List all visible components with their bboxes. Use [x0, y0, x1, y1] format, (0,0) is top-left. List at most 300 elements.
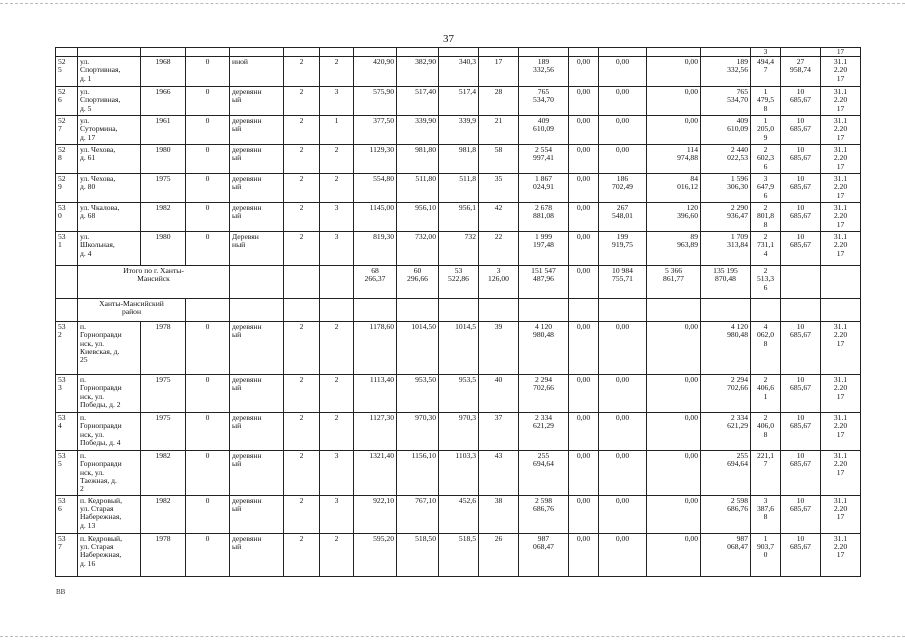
wear-cell: 0 [186, 322, 230, 375]
entrances-cell: 2 [320, 322, 354, 375]
resettled-area-cell: 517,4 [439, 87, 479, 116]
floors-cell: 2 [284, 174, 320, 203]
year-built-cell: 1980 [141, 145, 186, 174]
year-built-cell: 1978 [141, 322, 186, 375]
wear-cell: 0 [186, 57, 230, 87]
unit-cost-cell: 3 387,6 8 [751, 495, 781, 533]
total-area-cell: 922,10 [354, 495, 397, 533]
section-heading-row [56, 299, 861, 322]
wear-cell: 0 [186, 451, 230, 496]
unit-cost-cell: 4 062,0 8 [751, 322, 781, 375]
year-built-cell: 1975 [141, 375, 186, 413]
empty-cell [320, 299, 354, 322]
empty-cell [320, 266, 354, 299]
table-row [56, 145, 861, 174]
budget-total-cell: 2 294 702,66 [701, 375, 751, 413]
entrances-cell: 1 [320, 116, 354, 145]
deadline-date-cell: 31.1 2.20 17 [821, 174, 861, 203]
total-cost-cell: 409 610,09 [519, 116, 569, 145]
living-area-cell: 1156,10 [397, 451, 439, 496]
fund-source-1-cell: 0,00 [569, 375, 599, 413]
empty-cell [821, 266, 861, 299]
page-footer-code: ВВ [56, 588, 66, 596]
empty-cell [284, 299, 320, 322]
unit-cost-cell: 1 903,7 0 [751, 533, 781, 576]
budget-total-cell: 409 610,09 [701, 116, 751, 145]
living-area-cell: 1014,50 [397, 322, 439, 375]
fund-source-2-cell: 0,00 [599, 116, 647, 145]
floors-cell: 2 [284, 203, 320, 232]
empty-cell [354, 299, 397, 322]
residents-count-cell: 43 [479, 451, 519, 496]
wall-material-cell: деревянн ый [230, 145, 284, 174]
deadline-date-cell: 31.1 2.20 17 [821, 203, 861, 232]
total-area-cell: 1113,40 [354, 375, 397, 413]
empty-cell [439, 299, 479, 322]
living-area-cell: 953,50 [397, 375, 439, 413]
totals-label-cell: Итого по г. Ханты- Мансийск [78, 266, 230, 299]
empty-cell [230, 299, 284, 322]
fund-source-3-cell: 0,00 [647, 87, 701, 116]
unit-cost-cell: 1 205,0 9 [751, 116, 781, 145]
entrances-cell: 3 [320, 232, 354, 266]
wall-material-cell: деревянн ый [230, 375, 284, 413]
fund-source-3-cell: 0,00 [647, 495, 701, 533]
year-built-cell: 1980 [141, 232, 186, 266]
total-cost-cell: 2 334 621,29 [519, 413, 569, 451]
fund-source-3-cell: 0,00 [647, 533, 701, 576]
wall-material-cell: деревянн ый [230, 87, 284, 116]
row-number-cell: 52 7 [56, 116, 78, 145]
fund-source-2-cell: 267 548,01 [599, 203, 647, 232]
living-area-cell: 517,40 [397, 87, 439, 116]
living-area-cell: 382,90 [397, 57, 439, 87]
floors-cell: 2 [284, 413, 320, 451]
budget-total-cell: 255 694,64 [701, 451, 751, 496]
row-number-cell: 53 2 [56, 322, 78, 375]
entrances-cell: 2 [320, 174, 354, 203]
table-row [56, 232, 861, 266]
fund-source-2-cell: 0,00 [599, 495, 647, 533]
resettled-area-cell: 452,6 [439, 495, 479, 533]
deadline-date-cell: 31.1 2.20 17 [821, 87, 861, 116]
entrances-cell: 3 [320, 87, 354, 116]
fund-source-1-cell: 0,00 [569, 322, 599, 375]
resettled-area-cell: 953,5 [439, 375, 479, 413]
norm-cost-cell: 10 685,67 [781, 451, 821, 496]
unit-cost-cell: 2 406,0 8 [751, 413, 781, 451]
living-area-cell: 518,50 [397, 533, 439, 576]
fund-source-3-cell: 0,00 [647, 451, 701, 496]
norm-cost-cell: 10 685,67 [781, 145, 821, 174]
empty-cell [569, 299, 599, 322]
norm-cost-cell: 27 958,74 [781, 57, 821, 87]
resettled-area-cell: 518,5 [439, 533, 479, 576]
deadline-date-cell: 31.1 2.20 17 [821, 495, 861, 533]
budget-total-cell: 765 534,70 [701, 87, 751, 116]
living-area-cell: 767,10 [397, 495, 439, 533]
empty-cell [781, 299, 821, 322]
unit-cost-cell: 2 731,1 4 [751, 232, 781, 266]
living-area-cell: 981,80 [397, 145, 439, 174]
living-area-cell: 511,80 [397, 174, 439, 203]
budget-total-cell: 189 332,56 [701, 57, 751, 87]
unit-cost-cell: 494,4 7 [751, 57, 781, 87]
fund-source-3-cell: 84 016,12 [647, 174, 701, 203]
deadline-date-cell: 31.1 2.20 17 [821, 322, 861, 375]
row-number-cell: 53 5 [56, 451, 78, 496]
wear-cell: 0 [186, 232, 230, 266]
empty-cell [397, 299, 439, 322]
totals-fund-2-cell: 10 984 755,71 [599, 266, 647, 299]
address-cell: п. Горноправди нск, ул. Таежная, д. 2 [78, 451, 141, 496]
row-number-cell: 53 0 [56, 203, 78, 232]
row-number-cell: 53 7 [56, 533, 78, 576]
wear-cell: 0 [186, 145, 230, 174]
total-area-cell: 819,30 [354, 232, 397, 266]
page-number: 37 [443, 33, 454, 45]
fund-source-2-cell: 0,00 [599, 87, 647, 116]
table-row [56, 87, 861, 116]
residents-count-cell: 17 [479, 57, 519, 87]
residents-count-cell: 35 [479, 174, 519, 203]
floors-cell: 2 [284, 495, 320, 533]
address-cell: п. Кедровый, ул. Старая Набережная, д. 13 [78, 495, 141, 533]
table-row [56, 495, 861, 533]
total-cost-cell: 765 534,70 [519, 87, 569, 116]
fund-source-2-cell: 0,00 [599, 451, 647, 496]
table-row [56, 174, 861, 203]
norm-cost-cell: 10 685,67 [781, 533, 821, 576]
totals-resettled-area-cell: 53 522,86 [439, 266, 479, 299]
housing-registry-table [55, 47, 861, 577]
fund-source-3-cell: 0,00 [647, 322, 701, 375]
total-cost-cell: 1 867 024,91 [519, 174, 569, 203]
year-built-cell: 1978 [141, 533, 186, 576]
budget-total-cell: 1 596 306,30 [701, 174, 751, 203]
section-title-cell: Ханты-Мансийский район [78, 299, 186, 322]
empty-cell [230, 266, 284, 299]
total-cost-cell: 2 598 686,76 [519, 495, 569, 533]
row-number-cell: 53 1 [56, 232, 78, 266]
empty-cell [701, 299, 751, 322]
fund-source-2-cell: 0,00 [599, 375, 647, 413]
residents-count-cell: 21 [479, 116, 519, 145]
unit-cost-cell: 221,1 7 [751, 451, 781, 496]
total-cost-cell: 987 068,47 [519, 533, 569, 576]
deadline-date-cell: 31.1 2.20 17 [821, 116, 861, 145]
fund-source-1-cell: 0,00 [569, 87, 599, 116]
entrances-cell: 3 [320, 495, 354, 533]
row-number-cell: 53 3 [56, 375, 78, 413]
table-row [56, 322, 861, 375]
deadline-date-cell: 31.1 2.20 17 [821, 145, 861, 174]
resettled-area-cell: 732 [439, 232, 479, 266]
floors-cell: 2 [284, 451, 320, 496]
empty-cell [519, 299, 569, 322]
unit-cost-cell: 2 406,6 1 [751, 375, 781, 413]
wear-cell: 0 [186, 495, 230, 533]
unit-cost-cell: 3 647,9 6 [751, 174, 781, 203]
budget-total-cell: 2 440 022,53 [701, 145, 751, 174]
living-area-cell: 339,90 [397, 116, 439, 145]
total-cost-cell: 1 999 197,48 [519, 232, 569, 266]
col-number-cell: 17 [821, 48, 861, 57]
living-area-cell: 732,00 [397, 232, 439, 266]
total-cost-cell: 2 554 997,41 [519, 145, 569, 174]
empty-cell [479, 299, 519, 322]
total-cost-cell: 4 120 980,48 [519, 322, 569, 375]
scan-top-edge [0, 3, 905, 4]
year-built-cell: 1961 [141, 116, 186, 145]
resettled-area-cell: 970,3 [439, 413, 479, 451]
total-area-cell: 1127,30 [354, 413, 397, 451]
wear-cell: 0 [186, 203, 230, 232]
address-cell: ул. Чехова, д. 80 [78, 174, 141, 203]
norm-cost-cell: 10 685,67 [781, 87, 821, 116]
residents-count-cell: 42 [479, 203, 519, 232]
totals-unit-cost-cell: 2 513,3 6 [751, 266, 781, 299]
wall-material-cell: деревянн ый [230, 451, 284, 496]
fund-source-3-cell: 0,00 [647, 375, 701, 413]
totals-budget-cell: 135 195 870,48 [701, 266, 751, 299]
resettled-area-cell: 339,9 [439, 116, 479, 145]
resettled-area-cell: 511,8 [439, 174, 479, 203]
entrances-cell: 2 [320, 145, 354, 174]
year-built-cell: 1982 [141, 203, 186, 232]
wall-material-cell: деревянн ый [230, 322, 284, 375]
table-row [56, 116, 861, 145]
deadline-date-cell: 31.1 2.20 17 [821, 413, 861, 451]
wear-cell: 0 [186, 174, 230, 203]
totals-total-area-cell: 68 266,37 [354, 266, 397, 299]
fund-source-2-cell: 0,00 [599, 57, 647, 87]
norm-cost-cell: 10 685,67 [781, 116, 821, 145]
fund-source-3-cell: 0,00 [647, 57, 701, 87]
wear-cell: 0 [186, 375, 230, 413]
row-number-cell: 52 5 [56, 57, 78, 87]
residents-count-cell: 28 [479, 87, 519, 116]
address-cell: ул. Чкалова, д. 68 [78, 203, 141, 232]
row-number-cell: 53 4 [56, 413, 78, 451]
wall-material-cell: деревянн ый [230, 203, 284, 232]
entrances-cell: 2 [320, 413, 354, 451]
wall-material-cell: деревянн ый [230, 413, 284, 451]
total-area-cell: 1178,60 [354, 322, 397, 375]
floors-cell: 2 [284, 232, 320, 266]
budget-total-cell: 2 334 621,29 [701, 413, 751, 451]
entrances-cell: 2 [320, 57, 354, 87]
total-area-cell: 1145,00 [354, 203, 397, 232]
fund-source-1-cell: 0,00 [569, 145, 599, 174]
address-cell: ул. Чехова, д. 61 [78, 145, 141, 174]
wall-material-cell: деревянн ый [230, 174, 284, 203]
norm-cost-cell: 10 685,67 [781, 174, 821, 203]
fund-source-1-cell: 0,00 [569, 203, 599, 232]
table-row [56, 413, 861, 451]
totals-fund-3-cell: 5 366 861,77 [647, 266, 701, 299]
totals-living-area-cell: 60 296,66 [397, 266, 439, 299]
address-cell: ул. Школьная, д. 4 [78, 232, 141, 266]
year-built-cell: 1966 [141, 87, 186, 116]
table-row [56, 57, 861, 87]
living-area-cell: 956,10 [397, 203, 439, 232]
wall-material-cell: деревянн ый [230, 116, 284, 145]
deadline-date-cell: 31.1 2.20 17 [821, 232, 861, 266]
total-area-cell: 575,90 [354, 87, 397, 116]
fund-source-1-cell: 0,00 [569, 57, 599, 87]
year-built-cell: 1982 [141, 495, 186, 533]
budget-total-cell: 1 709 313,84 [701, 232, 751, 266]
wall-material-cell: деревянн ый [230, 533, 284, 576]
empty-cell [751, 299, 781, 322]
fund-source-3-cell: 120 396,60 [647, 203, 701, 232]
row-number-cell: 53 6 [56, 495, 78, 533]
unit-cost-cell: 2 801,8 8 [751, 203, 781, 232]
table-row [56, 451, 861, 496]
address-cell: ул. Спортивная, д. 5 [78, 87, 141, 116]
total-area-cell: 595,20 [354, 533, 397, 576]
table-body [56, 48, 861, 577]
residents-count-cell: 37 [479, 413, 519, 451]
wall-material-cell: иной [230, 57, 284, 87]
fund-source-1-cell: 0,00 [569, 533, 599, 576]
empty-cell [284, 266, 320, 299]
fund-source-3-cell: 0,00 [647, 413, 701, 451]
wear-cell: 0 [186, 413, 230, 451]
budget-total-cell: 4 120 980,48 [701, 322, 751, 375]
residents-count-cell: 22 [479, 232, 519, 266]
table-row [56, 533, 861, 576]
table-row [56, 375, 861, 413]
deadline-date-cell: 31.1 2.20 17 [821, 533, 861, 576]
totals-residents-cell: 3 126,00 [479, 266, 519, 299]
floors-cell: 2 [284, 533, 320, 576]
row-number-cell: 52 9 [56, 174, 78, 203]
fund-source-1-cell: 0,00 [569, 232, 599, 266]
wall-material-cell: Деревян ный [230, 232, 284, 266]
norm-cost-cell: 10 685,67 [781, 322, 821, 375]
empty-cell [599, 299, 647, 322]
budget-total-cell: 2 598 686,76 [701, 495, 751, 533]
norm-cost-cell: 10 685,67 [781, 232, 821, 266]
residents-count-cell: 38 [479, 495, 519, 533]
fund-source-2-cell: 0,00 [599, 145, 647, 174]
total-area-cell: 420,90 [354, 57, 397, 87]
wall-material-cell: деревянн ый [230, 495, 284, 533]
floors-cell: 2 [284, 87, 320, 116]
fund-source-3-cell: 89 963,89 [647, 232, 701, 266]
address-cell: п. Кедровый, ул. Старая Набережная, д. 16 [78, 533, 141, 576]
norm-cost-cell: 10 685,67 [781, 413, 821, 451]
col-number-cell: 3 [751, 48, 781, 57]
unit-cost-cell: 2 602,3 6 [751, 145, 781, 174]
residents-count-cell: 39 [479, 322, 519, 375]
totals-cost-cell: 151 547 487,96 [519, 266, 569, 299]
totals-row [56, 266, 861, 299]
year-built-cell: 1968 [141, 57, 186, 87]
total-area-cell: 1129,30 [354, 145, 397, 174]
address-cell: п. Горноправди нск, ул. Победы, д. 2 [78, 375, 141, 413]
address-cell: п. Горноправди нск, ул. Киевская, д. 25 [78, 322, 141, 375]
deadline-date-cell: 31.1 2.20 17 [821, 451, 861, 496]
fund-source-3-cell: 114 974,88 [647, 145, 701, 174]
resettled-area-cell: 340,3 [439, 57, 479, 87]
empty-cell [56, 266, 78, 299]
year-built-cell: 1975 [141, 174, 186, 203]
fund-source-2-cell: 0,00 [599, 533, 647, 576]
total-cost-cell: 2 678 881,08 [519, 203, 569, 232]
floors-cell: 2 [284, 322, 320, 375]
total-cost-cell: 255 694,64 [519, 451, 569, 496]
empty-cell [186, 299, 230, 322]
resettled-area-cell: 1014,5 [439, 322, 479, 375]
total-area-cell: 377,50 [354, 116, 397, 145]
scan-bottom-edge [0, 636, 905, 637]
budget-total-cell: 2 290 936,47 [701, 203, 751, 232]
norm-cost-cell: 10 685,67 [781, 203, 821, 232]
empty-cell [821, 299, 861, 322]
total-cost-cell: 189 332,56 [519, 57, 569, 87]
empty-cell [647, 299, 701, 322]
wear-cell: 0 [186, 533, 230, 576]
total-area-cell: 1321,40 [354, 451, 397, 496]
wear-cell: 0 [186, 87, 230, 116]
empty-cell [56, 299, 78, 322]
residents-count-cell: 26 [479, 533, 519, 576]
fund-source-1-cell: 0,00 [569, 495, 599, 533]
fund-source-3-cell: 0,00 [647, 116, 701, 145]
row-number-cell: 52 6 [56, 87, 78, 116]
table-row [56, 203, 861, 232]
year-built-cell: 1975 [141, 413, 186, 451]
totals-fund-1-cell: 0,00 [569, 266, 599, 299]
column-number-row [56, 48, 861, 57]
fund-source-1-cell: 0,00 [569, 413, 599, 451]
address-cell: ул. Сутормина, д. 17 [78, 116, 141, 145]
resettled-area-cell: 1103,3 [439, 451, 479, 496]
empty-cell [781, 266, 821, 299]
unit-cost-cell: 1 479,5 8 [751, 87, 781, 116]
fund-source-2-cell: 0,00 [599, 413, 647, 451]
resettled-area-cell: 981,8 [439, 145, 479, 174]
budget-total-cell: 987 068,47 [701, 533, 751, 576]
floors-cell: 2 [284, 375, 320, 413]
address-cell: ул. Спортивная, д. 1 [78, 57, 141, 87]
fund-source-2-cell: 186 702,49 [599, 174, 647, 203]
floors-cell: 2 [284, 145, 320, 174]
resettled-area-cell: 956,1 [439, 203, 479, 232]
entrances-cell: 2 [320, 375, 354, 413]
fund-source-2-cell: 0,00 [599, 322, 647, 375]
norm-cost-cell: 10 685,67 [781, 375, 821, 413]
deadline-date-cell: 31.1 2.20 17 [821, 57, 861, 87]
entrances-cell: 2 [320, 533, 354, 576]
fund-source-1-cell: 0,00 [569, 116, 599, 145]
deadline-date-cell: 31.1 2.20 17 [821, 375, 861, 413]
floors-cell: 2 [284, 116, 320, 145]
entrances-cell: 3 [320, 451, 354, 496]
norm-cost-cell: 10 685,67 [781, 495, 821, 533]
wear-cell: 0 [186, 116, 230, 145]
living-area-cell: 970,30 [397, 413, 439, 451]
fund-source-2-cell: 199 919,75 [599, 232, 647, 266]
row-number-cell: 52 8 [56, 145, 78, 174]
residents-count-cell: 58 [479, 145, 519, 174]
fund-source-1-cell: 0,00 [569, 174, 599, 203]
address-cell: п. Горноправди нск, ул. Победы, д. 4 [78, 413, 141, 451]
fund-source-1-cell: 0,00 [569, 451, 599, 496]
